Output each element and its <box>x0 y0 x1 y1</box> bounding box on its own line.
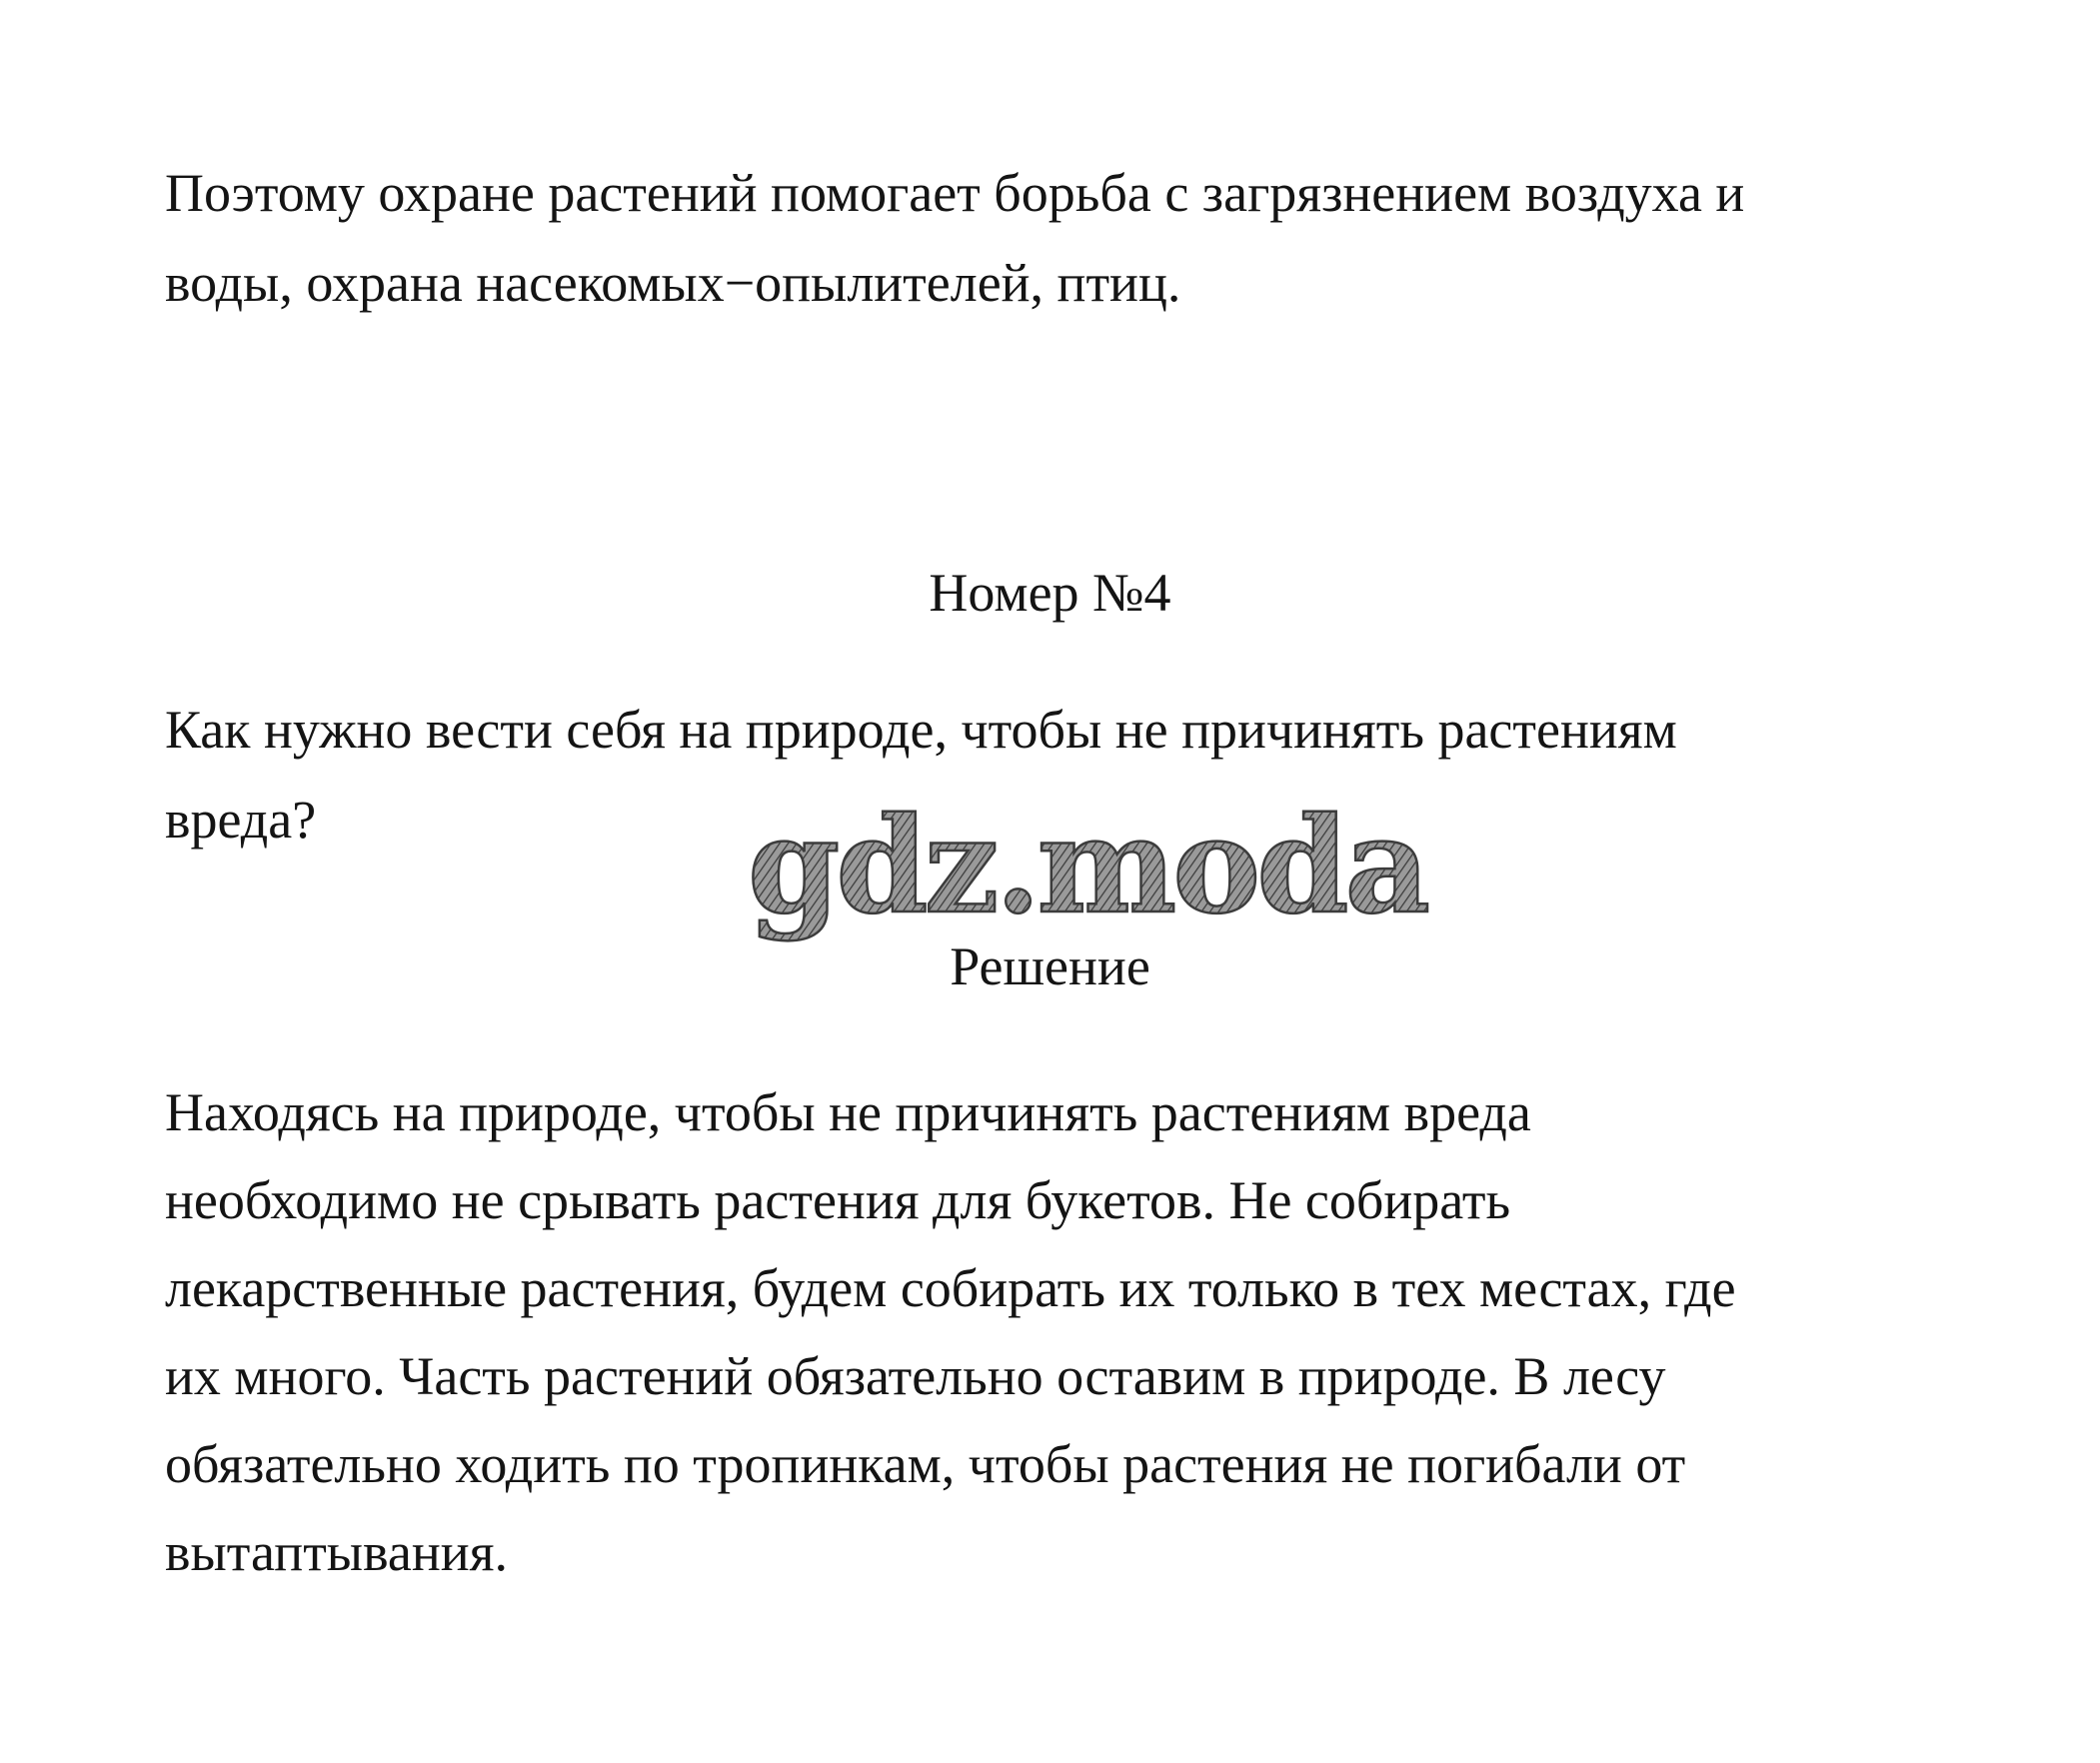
watermark-text: gdz.moda <box>748 789 1427 943</box>
solution-heading: Решение <box>950 936 1150 996</box>
intro-line-2: воды, охрана насекомых−опылителей, птиц. <box>165 253 1181 313</box>
solution-line-3: лекарственные растения, будем собирать их только в тех местах, где <box>165 1258 1736 1318</box>
task-heading: Номер №4 <box>929 563 1171 623</box>
solution-line-6: вытаптывания. <box>165 1522 508 1582</box>
solution-line-4: их много. Часть растений обязательно оставим в природе. В лесу <box>165 1346 1666 1406</box>
question-line-1: Как нужно вести себя на природе, чтобы не причинять растениям <box>165 700 1677 760</box>
watermark-logo <box>740 789 1427 949</box>
question-line-2: вреда? <box>165 790 317 850</box>
solution-line-2: необходимо не срывать растения для букетов. Не собирать <box>165 1170 1511 1230</box>
solution-line-5: обязательно ходить по тропинкам, чтобы растения не погибали от <box>165 1434 1686 1494</box>
solution-line-1: Находясь на природе, чтобы не причинять растениям вреда <box>165 1082 1531 1142</box>
intro-line-1: Поэтому охране растений помогает борьба с загрязнением воздуха и <box>165 163 1745 223</box>
